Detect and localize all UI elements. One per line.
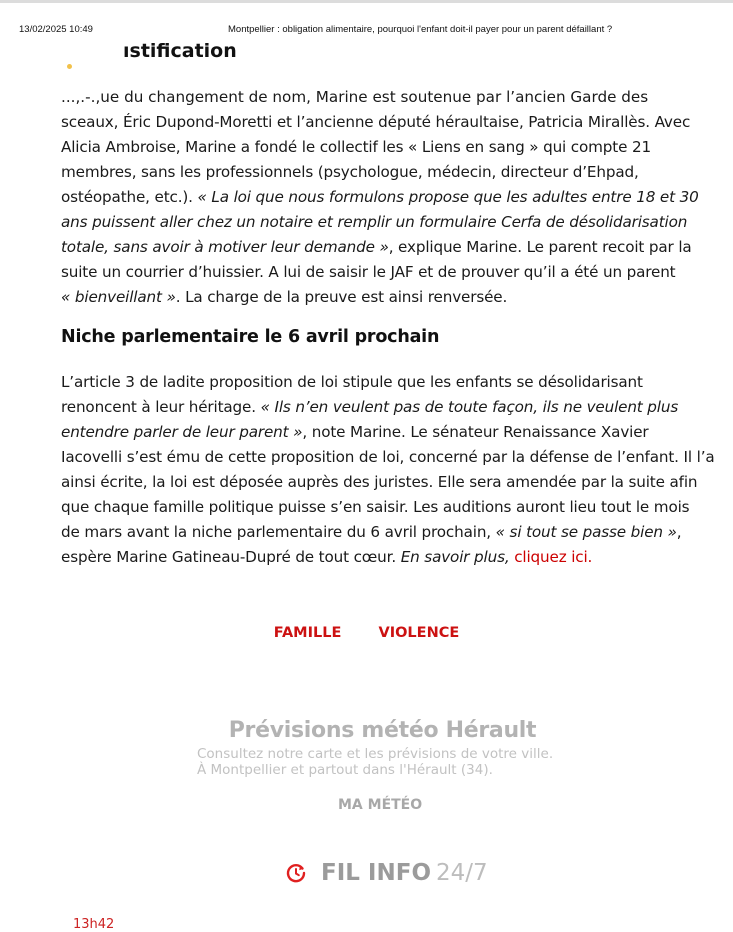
p1-line-7: suite un courrier d’huissier. A lui de saisir le JAF et de prouver qu’il a été un parent: [61, 263, 676, 281]
top-border: [0, 0, 733, 3]
p1-text: . La charge de la preuve est ainsi renversée.: [175, 288, 508, 306]
meteo-title: Prévisions météo Hérault: [228, 718, 537, 743]
cut-heading: ıstification: [123, 40, 237, 62]
cut-text-line: ...,.-.,ue du changement de nom, Marine est soutenue par l’ancien Garde des: [61, 88, 649, 106]
section-heading: Niche parlementaire le 6 avril prochain: [61, 327, 440, 347]
p2-line-5: ainsi écrite, la loi est déposée auprès des juristes. Elle sera amendée par la suite afin: [61, 473, 698, 491]
p1-text: ostéopathe, etc.).: [61, 188, 198, 206]
p2-line-2: [61, 395, 709, 420]
print-page-title: Montpellier : obligation alimentaire, pourquoi l'enfant doit-il payer pour un parent défaillant ?: [228, 24, 613, 35]
article-paragraph-1: [61, 110, 709, 310]
tag-violence[interactable]: VIOLENCE: [378, 625, 460, 641]
fil-info-time: 13h42: [73, 917, 115, 932]
p2-line-3: [61, 420, 709, 445]
p1-line-3: membres, sans les professionnels (psychologue, médecin, directeur d’Ehpad,: [61, 163, 639, 181]
p2-text: de mars avant la niche parlementaire du 6 avril prochain,: [61, 523, 496, 541]
meteo-line-2: À Montpellier et partout dans l'Hérault (34).: [197, 762, 493, 778]
p2-quote: En savoir plus,: [400, 548, 515, 566]
article-paragraph-2: [61, 370, 715, 570]
clock-refresh-icon: [285, 862, 307, 884]
read-more-link[interactable]: cliquez ici.: [514, 548, 593, 566]
p2-text: ,: [676, 523, 682, 541]
p2-quote: entendre parler de leur parent »: [61, 423, 303, 441]
p2-quote: « si tout se passe bien »: [495, 523, 677, 541]
p2-text: espère Marine Gatineau-Dupré de tout cœur.: [61, 548, 401, 566]
p1-line-6: [61, 235, 709, 260]
tag-famille[interactable]: FAMILLE: [273, 625, 342, 641]
print-date: 13/02/2025 10:49: [19, 24, 93, 35]
decorative-dot: [67, 64, 72, 69]
p2-text: renoncent à leur héritage.: [61, 398, 261, 416]
p2-line-4: Iacovelli s’est ému de cette proposition de loi, concerné par la défense de l’enfant. Il l’a: [61, 448, 715, 466]
fil-info-247: 24/7: [436, 860, 488, 886]
fil-info-header[interactable]: [285, 860, 488, 886]
p1-quote: ans puissent aller chez un notaire et remplir un formulaire Cerfa de désolidarisation: [61, 213, 688, 231]
p1-line-8: [61, 285, 709, 310]
p1-line-1: sceaux, Éric Dupond-Moretti et l’ancienne député héraultaise, Patricia Mirallès. Avec: [61, 113, 691, 131]
p1-line-5: [61, 210, 709, 235]
p2-line-8: [61, 545, 709, 570]
meteo-line-1: Consultez notre carte et les prévisions de votre ville.: [197, 746, 554, 762]
ma-meteo-button[interactable]: MA MÉTÉO: [338, 797, 423, 813]
p1-text: , explique Marine. Le parent recoit par la: [388, 238, 692, 256]
article-tags: [0, 622, 733, 641]
p1-quote: « La loi que nous formulons propose que les adultes entre 18 et 30: [197, 188, 699, 206]
p2-line-7: [61, 520, 709, 545]
p1-line-4: [61, 185, 709, 210]
p2-line-1: L’article 3 de ladite proposition de loi stipule que les enfants se désolidarisant: [61, 373, 643, 391]
p2-quote: « Ils n’en veulent pas de toute façon, ils ne veulent plus: [260, 398, 679, 416]
p2-line-6: que chaque famille politique puisse s’en saisir. Les auditions auront lieu tout le mois: [61, 498, 690, 516]
p1-line-2: Alicia Ambroise, Marine a fondé le collectif les « Liens en sang » qui compte 21: [61, 138, 651, 156]
meteo-description: [197, 746, 553, 778]
p1-quote: « bienveillant »: [61, 288, 176, 306]
p1-quote: totale, sans avoir à motiver leur demande »: [61, 238, 389, 256]
fil-info-title: FIL INFO: [321, 860, 432, 886]
p2-text: , note Marine. Le sénateur Renaissance Xavier: [302, 423, 649, 441]
